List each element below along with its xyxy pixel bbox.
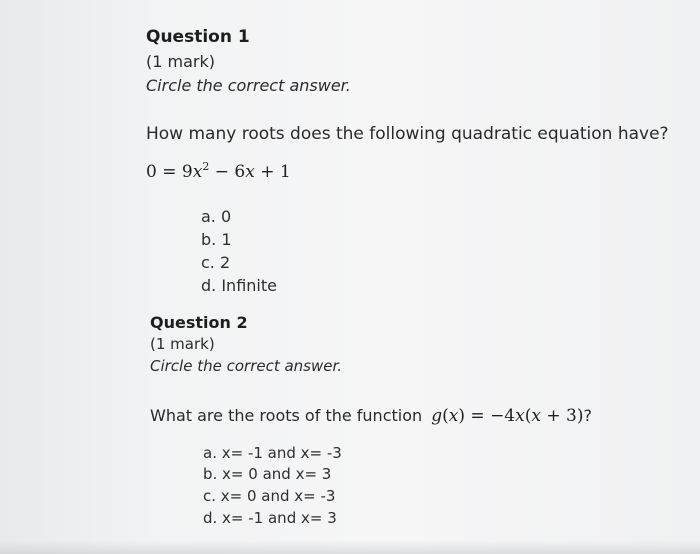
question-1-option-a[interactable]: a. 0	[201, 207, 232, 226]
question-1-option-d[interactable]: d. Infinite	[201, 276, 277, 295]
question-1-equation	[146, 162, 291, 182]
question-2-function	[431, 406, 583, 426]
question-2-option-b[interactable]: b. x= 0 and x= 3	[203, 465, 332, 483]
function-name: g	[431, 406, 443, 426]
equation-term1-var: x	[192, 162, 203, 182]
equation-lhs: 0	[146, 162, 157, 182]
question-2-instruction: Circle the correct answer.	[150, 357, 343, 375]
question-1-instruction: Circle the correct answer.	[146, 76, 351, 95]
question-2-prompt: What are the roots of the function	[150, 406, 423, 425]
question-2-prompt-line	[150, 406, 592, 426]
equation-term3: 1	[279, 162, 291, 182]
equation-term1-coef: 9	[181, 162, 193, 182]
equation-op2: +	[260, 162, 275, 182]
question-1-prompt: How many roots does the following quadratic equation have?	[146, 124, 669, 144]
function-equals: =	[470, 406, 485, 426]
function-rhs-var: x	[515, 406, 525, 426]
function-rhs-inner-rest: + 3)	[540, 406, 584, 426]
question-1-title: Question 1	[146, 27, 250, 47]
question-2-title: Question 2	[150, 313, 248, 332]
question-1-marks: (1 mark)	[146, 52, 215, 71]
equation-term2-var: x	[245, 162, 255, 182]
question-2-qmark: ?	[583, 406, 592, 425]
equation-term1-exp: 2	[202, 160, 210, 173]
page-bottom-shadow	[0, 540, 700, 554]
question-2-marks: (1 mark)	[150, 335, 215, 353]
equation-op1: −	[214, 162, 229, 182]
question-2-option-d[interactable]: d. x= -1 and x= 3	[203, 509, 337, 527]
question-1-option-b[interactable]: b. 1	[201, 230, 232, 249]
equation-term2-coef: 6	[234, 162, 246, 182]
function-arg: x	[448, 406, 459, 426]
function-rhs-inner: (	[524, 406, 532, 426]
question-1-option-c[interactable]: c. 2	[201, 253, 231, 272]
question-2-option-c[interactable]: c. x= 0 and x= -3	[203, 487, 336, 505]
function-open: (	[442, 406, 449, 426]
function-close: )	[458, 406, 465, 426]
question-2-option-a[interactable]: a. x= -1 and x= -3	[203, 444, 342, 462]
function-rhs-prefix: −4	[490, 406, 516, 426]
equation-equals: =	[162, 162, 177, 182]
function-rhs-inner-var: x	[531, 406, 541, 426]
